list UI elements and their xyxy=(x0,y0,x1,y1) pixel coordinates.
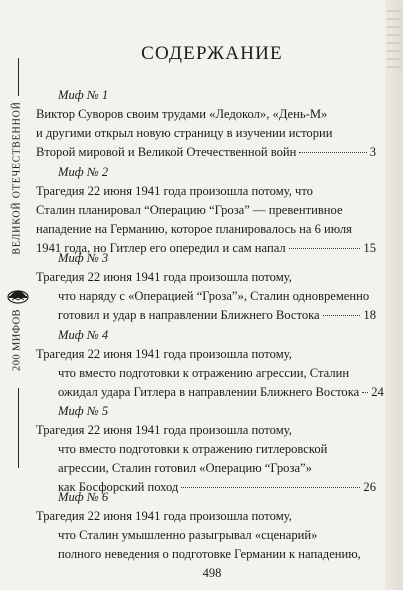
dot-leader xyxy=(362,391,368,393)
running-head-book-title: ВЕЛИКОЙ ОТЕЧЕСТВЕННОЙ xyxy=(11,101,23,255)
running-head xyxy=(0,0,34,590)
toc-entry-label: Миф № 4 xyxy=(58,328,109,342)
toc-entry xyxy=(36,163,376,258)
toc-entry xyxy=(36,488,376,564)
toc-entry-line: полного неведения о подготовке Германии к нападению, xyxy=(58,547,361,561)
toc-entry-line: Трагедия 22 июня 1941 года произошла потому, xyxy=(36,423,292,437)
toc-entry xyxy=(36,86,376,162)
toc-entry xyxy=(36,249,376,325)
toc-entry-text: готовил и удар в направлении Ближнего Востока xyxy=(58,308,320,322)
toc-entry-line xyxy=(36,143,376,162)
toc-page-number: 26 xyxy=(363,480,376,494)
toc-entry-line: и другими открыл новую страницу в изучении истории xyxy=(36,126,333,140)
toc-entry-line: Сталин планировал “Операцию “Гроза” — превентивное xyxy=(36,203,343,217)
dot-leader xyxy=(299,151,366,153)
running-head-series: 200 МИФОВ xyxy=(11,309,23,371)
toc-entry-line: Трагедия 22 июня 1941 года произошла потому, xyxy=(36,509,292,523)
toc-page-number: 3 xyxy=(369,145,376,159)
page-edge xyxy=(385,0,403,590)
toc-entry-label: Миф № 1 xyxy=(58,88,109,102)
toc-entry-line: Виктор Суворов своим трудами «Ледокол», «День-М» xyxy=(36,107,328,121)
toc-entry-line xyxy=(36,306,376,325)
toc-entry-line: что Сталин умышленно разыгрывал «сценарий» xyxy=(58,528,318,542)
toc-entry-text: как Босфорский поход xyxy=(58,480,179,494)
toc-entry xyxy=(36,326,384,402)
toc-entry-label: Миф № 6 xyxy=(58,490,109,504)
toc-entry-label: Миф № 2 xyxy=(58,165,109,179)
toc-entry-label: Миф № 3 xyxy=(58,251,109,265)
toc-entry-text: ожидал удара Гитлера в направлении Ближнего Востока xyxy=(58,385,360,399)
page-number: 498 xyxy=(202,566,222,580)
toc-page-number: 18 xyxy=(363,308,376,322)
toc-entry-text: Второй мировой и Великой Отечественной войн xyxy=(36,145,297,159)
running-head-rule xyxy=(18,58,19,96)
toc-entry xyxy=(36,402,376,497)
toc-page-number: 24 xyxy=(371,385,384,399)
toc-entry-line: что наряду с «Операцией “Гроза”», Сталин одновременно xyxy=(58,289,370,303)
toc-entry-label: Миф № 5 xyxy=(58,404,109,418)
dot-leader xyxy=(323,314,361,316)
toc-page-number: 15 xyxy=(363,241,376,255)
toc-entry-line: Трагедия 22 июня 1941 года произошла потому, xyxy=(36,270,292,284)
toc-entry-line xyxy=(36,383,384,402)
toc-entry-text: 1941 года, но Гитлер его опередил и сам напал xyxy=(36,241,286,255)
toc-entry-line: что вместо подготовки к отражению агрессии, Сталин xyxy=(58,366,350,380)
toc-entry-line: нападение на Германию, которое планировалось на 6 июля xyxy=(36,222,352,236)
toc-entry-line: агрессии, Сталин готовил «Операцию “Гроза”» xyxy=(58,461,312,475)
toc-entry-line: что вместо подготовки к отражению гитлеровской xyxy=(58,442,328,456)
page-title: СОДЕРЖАНИЕ xyxy=(141,43,283,64)
toc-entry-line: Трагедия 22 июня 1941 года произошла потому, что xyxy=(36,184,313,198)
running-head-rule xyxy=(18,388,19,468)
helmet-emblem-icon xyxy=(6,284,30,304)
toc-entry-line: Трагедия 22 июня 1941 года произошла потому, xyxy=(36,347,292,361)
